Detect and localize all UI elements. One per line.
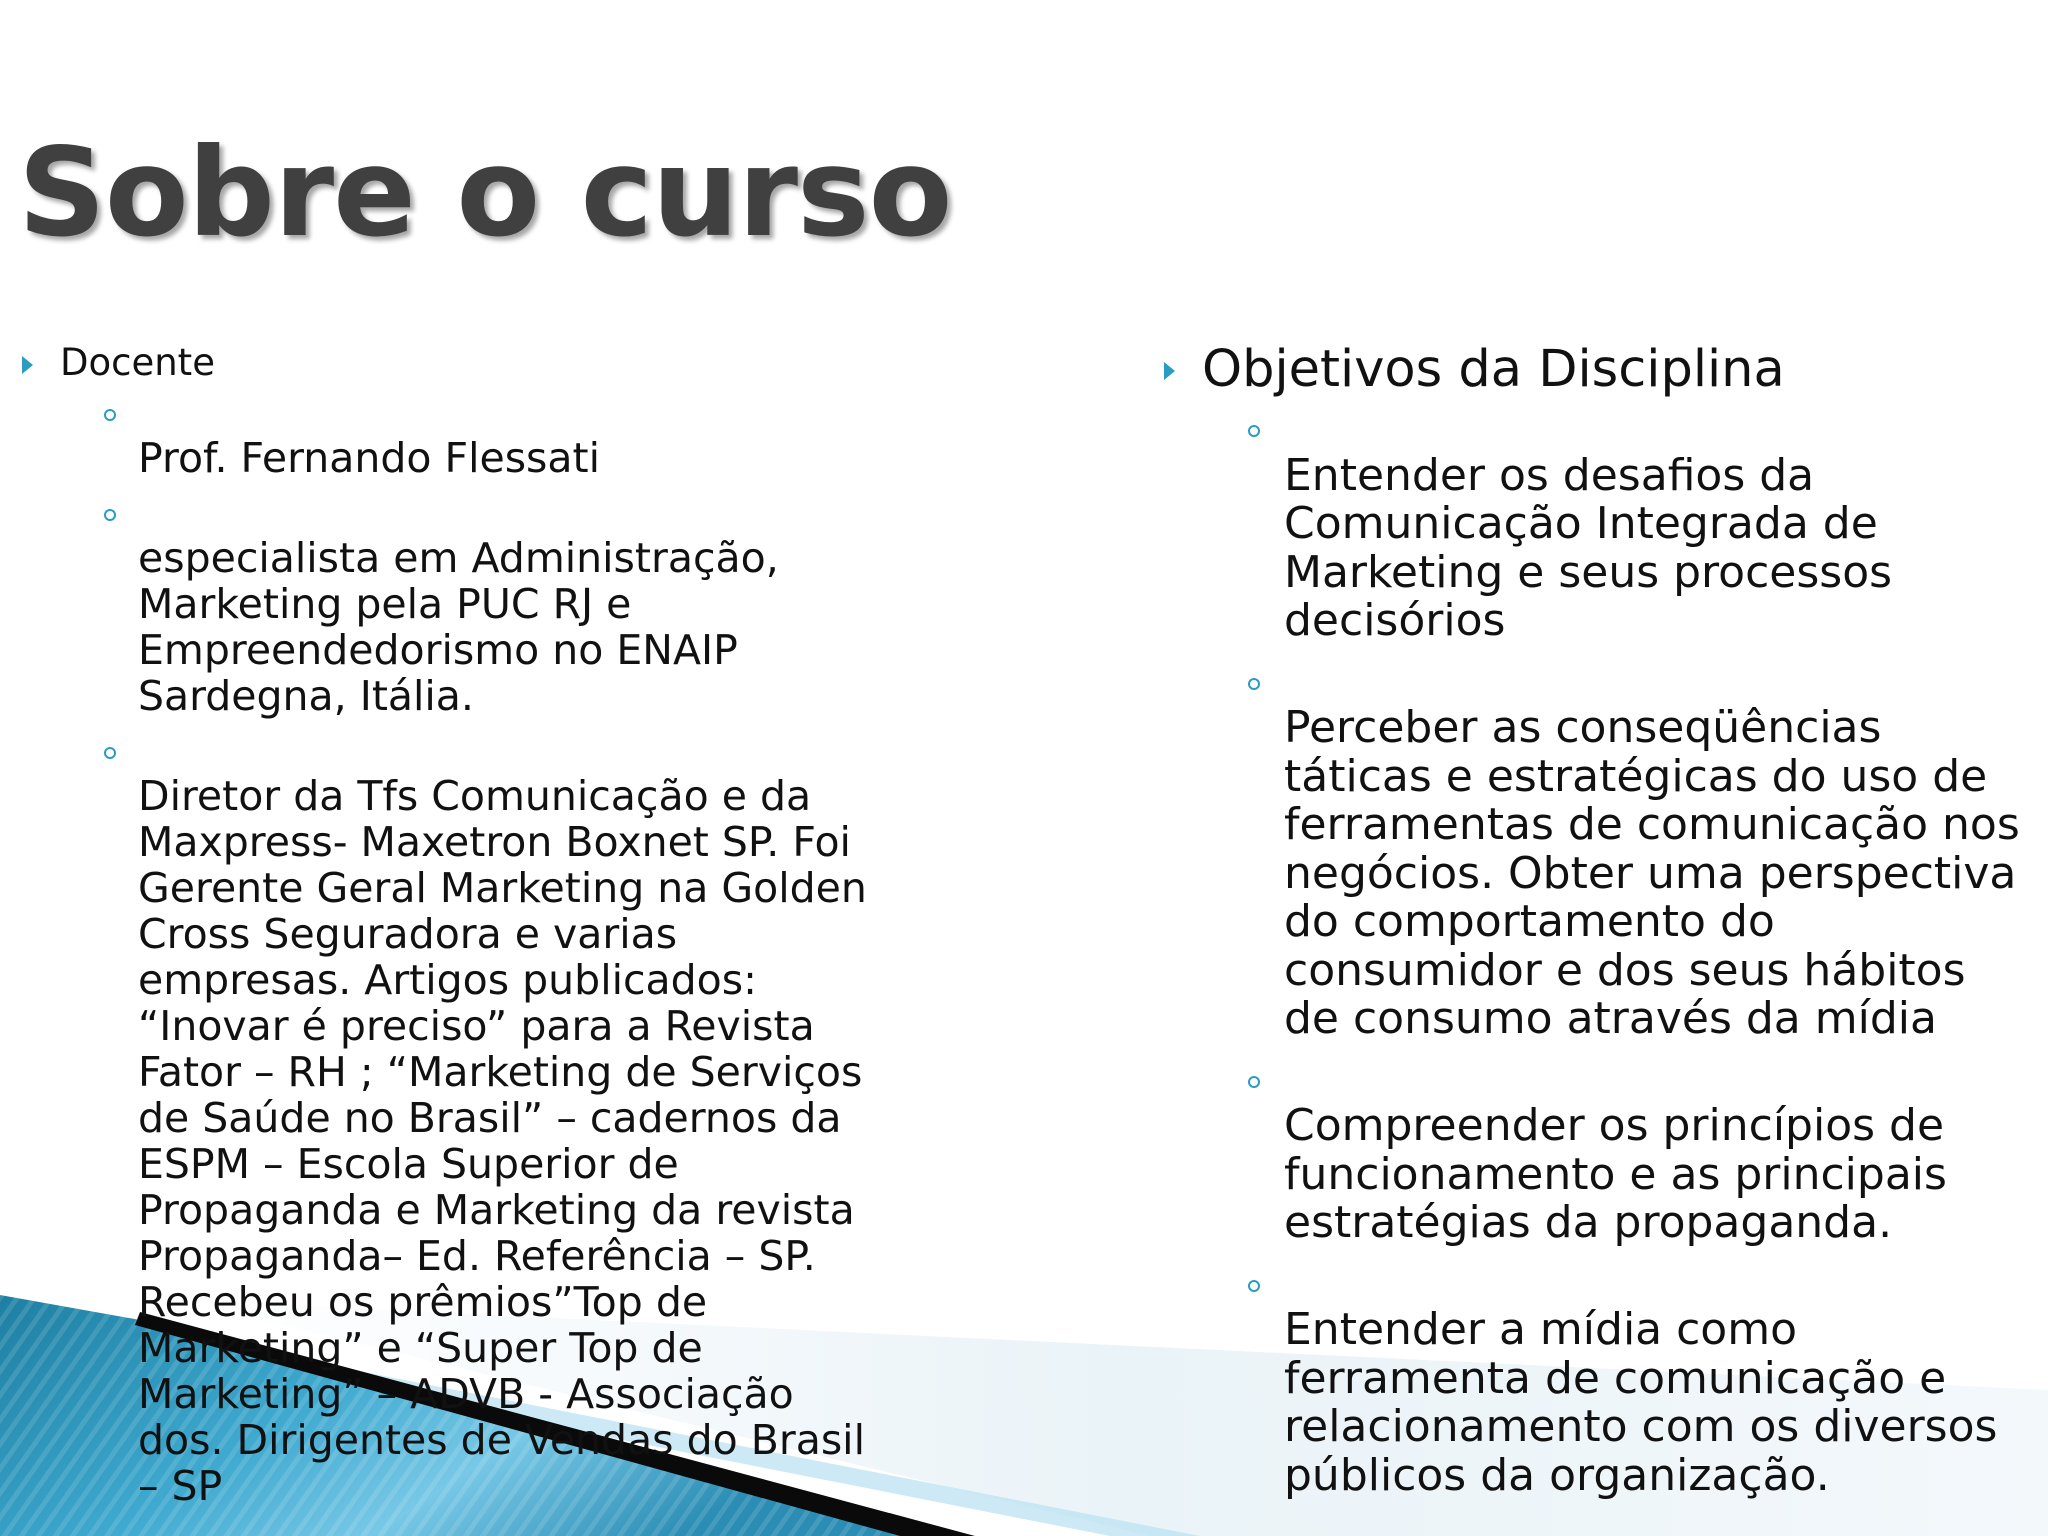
circle-bullet-icon <box>104 747 116 759</box>
list-item-text: Compreender os princípios de funcionamento e as principais estratégias da propaganda. <box>1284 1100 1947 1248</box>
circle-bullet-icon <box>1248 678 1260 690</box>
objetivos-section <box>1160 342 2040 398</box>
triangle-bullet-icon <box>22 356 33 374</box>
list-item <box>18 727 898 1509</box>
right-column <box>1160 342 2040 1510</box>
slide-title: Sobre o curso <box>18 122 952 264</box>
list-item-text: Perceber as conseqüências táticas e estratégicas do uso de ferramentas de comunicação nos negócios. Obter uma perspectiva do comportamento do consumidor e dos seus hábitos de consumo através da mídia <box>1284 702 2020 1044</box>
docente-heading: Docente <box>60 341 215 384</box>
list-item-text: Diretor da Tfs Comunicação e da Maxpress- Maxetron Boxnet SP. Foi Gerente Geral Marketing na Golden Cross Seguradora e varias empresas. Artigos publicados: “Inovar é preciso” para a Revista Fator – RH ; “Marketing de Serviços de Saúde no Brasil” – cadernos da ESPM – Escola Superior de Propaganda e Marketing da revista Propaganda– Ed. Referência – SP. Recebeu os prêmios”Top de Marketing” e “Super Top de Marketing” – ADVB - Associação dos. Dirigentes de Vendas do Brasil – SP <box>138 772 867 1510</box>
circle-bullet-icon <box>1248 425 1260 437</box>
circle-bullet-icon <box>1248 1280 1260 1292</box>
left-column <box>18 342 898 1517</box>
list-item <box>18 389 898 481</box>
triangle-bullet-icon <box>1164 362 1175 380</box>
objetivos-list <box>1160 403 2040 1500</box>
list-item <box>18 489 898 719</box>
circle-bullet-icon <box>1248 1076 1260 1088</box>
circle-bullet-icon <box>104 409 116 421</box>
list-item <box>1160 1258 2040 1501</box>
docente-list <box>18 389 898 1509</box>
docente-section <box>18 342 898 384</box>
list-item-text: Entender os desafios da Comunicação Integrada de Marketing e seus processos decisórios <box>1284 449 1893 646</box>
list-item <box>1160 1054 2040 1248</box>
list-item-text: Prof. Fernando Flessati <box>138 434 601 482</box>
list-item-text: Entender a mídia como ferramenta de comunicação e relacionamento com os diversos públicos da organização. <box>1284 1304 1998 1501</box>
list-item <box>1160 403 2040 646</box>
list-item <box>1160 656 2040 1044</box>
list-item-text: especialista em Administração, Marketing pela PUC RJ e Empreendedorismo no ENAIP Sardegna, Itália. <box>138 534 779 720</box>
objetivos-heading: Objetivos da Disciplina <box>1202 340 1785 399</box>
circle-bullet-icon <box>104 509 116 521</box>
